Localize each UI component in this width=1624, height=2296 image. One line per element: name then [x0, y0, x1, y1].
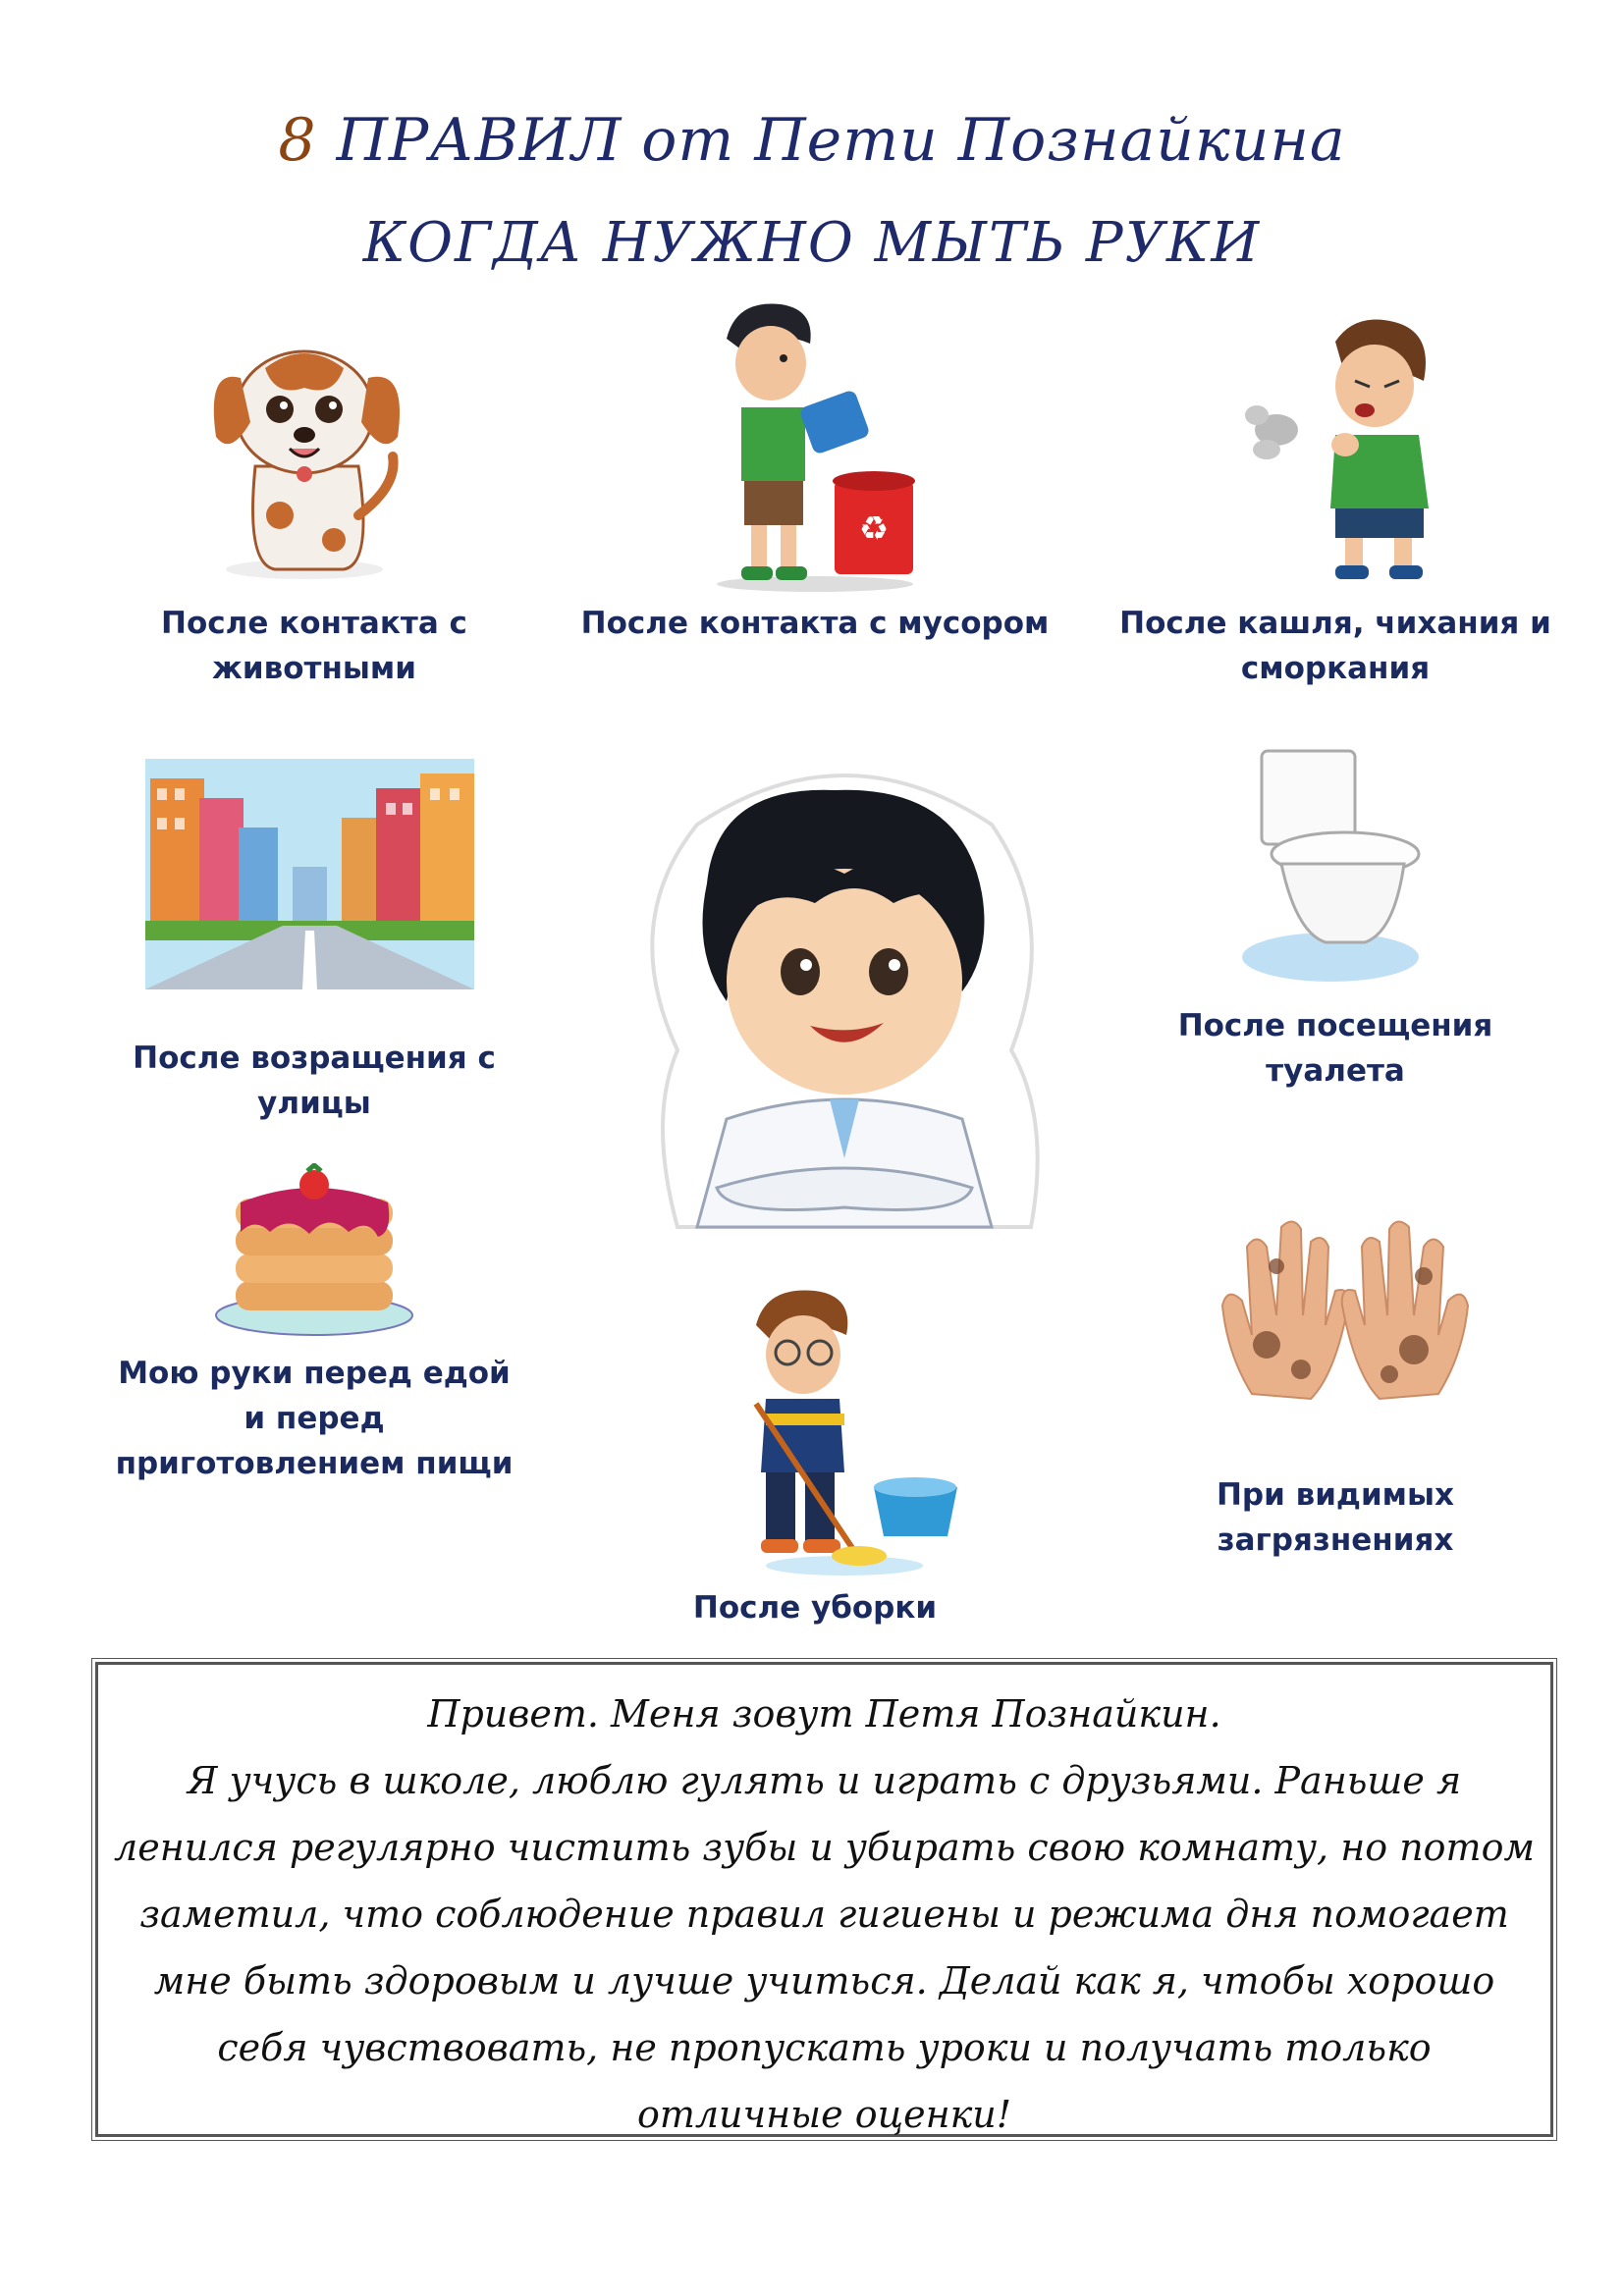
caption-line: После возращения с: [133, 1041, 496, 1076]
caption-line: животными: [212, 651, 416, 686]
rule-caption-street: [118, 1036, 511, 1126]
caption-line: После уборки: [692, 1590, 938, 1626]
caption-line: и перед: [244, 1401, 385, 1436]
title-number: 8: [278, 106, 317, 175]
caption-line: При видимых: [1216, 1477, 1455, 1513]
cleaning-boy-icon: [736, 1286, 982, 1580]
page-title: [0, 106, 1624, 175]
rule-caption-cleaning: [668, 1585, 962, 1630]
rule-caption-toilet: [1149, 1003, 1522, 1094]
caption-line: улицы: [257, 1086, 371, 1121]
caption-line: сморкания: [1240, 651, 1431, 686]
rule-caption-animals: [147, 601, 481, 691]
dirty-hands-icon: [1213, 1207, 1478, 1404]
city-street-icon: [145, 759, 474, 989]
rule-caption-food: [98, 1351, 530, 1486]
pancakes-icon: [211, 1163, 417, 1340]
svg-text:♻: ♻: [858, 509, 890, 549]
title-text: ПРАВИЛ от Пети Познайкина: [336, 106, 1346, 175]
rule-caption-cough: [1100, 601, 1571, 691]
page-subtitle: КОГДА НУЖНО МЫТЬ РУКИ: [362, 211, 1262, 275]
rule-caption-trash: [569, 601, 1060, 646]
dog-icon: [196, 319, 412, 584]
coughing-boy-icon: [1237, 312, 1463, 587]
trash-boy-icon: [707, 299, 933, 594]
note-text: Я учусь в школе, люблю гулять и играть с друзьями. Раньше я ленился регулярно чистить зубы и убирать свою комнату, но потом заметил, что соблюдение правил гигиены и режима дня помогает мне быть здоровым и лучше учиться. Делай как я, чтобы хорошо себя чувствовать, не пропускать уроки и получать только отличные оценки!: [114, 1759, 1535, 2136]
note-greeting: Привет. Меня зовут Петя Познайкин.: [427, 1692, 1221, 1735]
petya-portrait: [638, 766, 1051, 1256]
intro-note-box: [95, 1662, 1553, 2137]
caption-line: Мою руки перед едой: [118, 1356, 511, 1391]
caption-line: приготовлением пищи: [115, 1446, 514, 1481]
rule-caption-dirt: [1159, 1472, 1512, 1563]
caption-line: туалета: [1266, 1053, 1405, 1089]
caption-line: После кашля, чихания и: [1119, 606, 1551, 641]
caption-line: После посещения: [1177, 1008, 1493, 1043]
caption-line: загрязнениях: [1217, 1522, 1454, 1558]
caption-line: После контакта с: [161, 606, 467, 641]
toilet-icon: [1237, 746, 1424, 982]
caption-line: После контакта с мусором: [580, 606, 1050, 641]
